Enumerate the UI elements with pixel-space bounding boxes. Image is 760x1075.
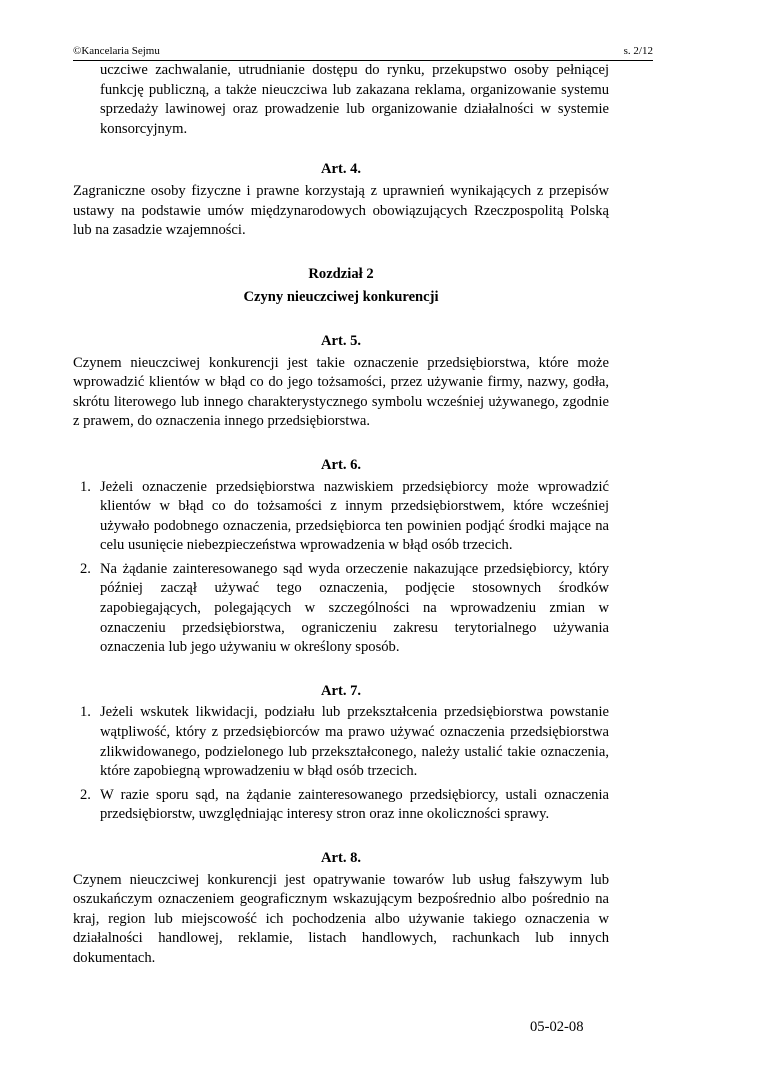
art-8-heading: Art. 8. bbox=[320, 850, 362, 866]
art-6-heading: Art. 6. bbox=[320, 456, 362, 473]
list-item-number: 2. bbox=[80, 560, 91, 577]
list-item bbox=[73, 560, 609, 658]
art-6-list bbox=[73, 478, 609, 658]
footer-date: 05-02-08 bbox=[530, 1019, 584, 1035]
list-item-number: 2. bbox=[80, 786, 91, 803]
page-header bbox=[73, 44, 653, 61]
list-item-text: Na żądanie zainteresowanego sąd wyda orzeczenie nakazujące przedsiębiorcy, który później zaczął używać tego oznaczenia, podjęcie stosownych środków zapobiegających, polegających w szczególności na wprowadzeniu zmian w oznaczeniu przedsiębiorstwa, ograniczeniu zakresu terytorialnego używania oznaczenia lub jego używaniu w określony sposób. bbox=[100, 560, 609, 656]
list-item-number: 1. bbox=[80, 704, 91, 721]
art-4-heading: Art. 4. bbox=[320, 161, 362, 178]
chapter-label: Rozdział 2 bbox=[308, 265, 374, 282]
list-item-text: Jeżeli wskutek likwidacji, podziału lub przekształcenia przedsiębiorstwa powstanie wątpliwość, który z przedsiębiorców ma prawo używać oznaczenia przedsiębiorstwa zlikwidowanego, podzielonego lub przekształconego, należy ustalić takie oznaczenia, które zapobiegną wprowadzeniu w błąd osób trzecich. bbox=[100, 704, 609, 780]
continuation-paragraph: uczciwe zachwalanie, utrudnianie dostępu do rynku, przekupstwo osoby pełniącej funkcję publiczną, a także nieuczciwa lub zakazana reklama, organizowanie systemu sprzedaży lawinowej oraz prowadzenie lub organizowanie działalności w systemie konsorcyjnym. bbox=[100, 62, 609, 137]
art-4-text: Zagraniczne osoby fizyczne i prawne korzystają z uprawnień wynikających z przepisów ustawy na podstawie umów międzynarodowych obowiązujących Rzeczpospolitą Polską lub na zasadzie wzajemności. bbox=[73, 182, 609, 239]
art-5-text: Czynem nieuczciwej konkurencji jest takie oznaczenie przedsiębiorstwa, które może wprowadzić klientów w błąd co do jego tożsamości, przez używanie firmy, nazwy, godła, skrótu literowego lub innego charakterystycznego symbolu wcześniej używanego, zgodnie z prawem, do oznaczenia innego przedsiębiorstwa. bbox=[73, 354, 609, 430]
page-number: s. 2/12 bbox=[623, 45, 653, 57]
art-8-text: Czynem nieuczciwej konkurencji jest opatrywanie towarów lub usług fałszywym lub oszukańczym oznaczeniem geograficznym wskazującym bezpośrednio albo pośrednio na kraj, region lub miejscowość ich pochodzenia albo używanie takiego oznaczenia w działalności handlowej, reklamie, listach handlowych, rachunkach lub innych dokumentach. bbox=[73, 871, 609, 966]
header-copyright: ©Kancelaria Sejmu bbox=[73, 45, 160, 57]
list-item-text: Jeżeli oznaczenie przedsiębiorstwa nazwiskiem przedsiębiorcy może wprowadzić klientów w błąd co do tożsamości z innym przedsiębiorstwem, które wcześniej używało podobnego oznaczenia, przedsiębiorca ten powinien podjąć środki mające na celu usunięcie niebezpieczeństwa wprowadzenia w błąd osób trzecich. bbox=[100, 478, 609, 554]
list-item bbox=[73, 703, 609, 781]
art-5-heading: Art. 5. bbox=[320, 332, 362, 349]
art-7-heading: Art. 7. bbox=[320, 682, 362, 699]
list-item-text: W razie sporu sąd, na żądanie zainteresowanego przedsiębiorcy, ustali oznaczenia przedsiębiorstw, uwzględniając interesy stron oraz inne okoliczności sprawy. bbox=[100, 786, 609, 823]
chapter-title: Czyny nieuczciwej konkurencji bbox=[243, 289, 439, 306]
list-item bbox=[73, 786, 609, 825]
document-body bbox=[73, 61, 609, 969]
list-item bbox=[73, 478, 609, 556]
art-7-list bbox=[73, 703, 609, 825]
list-item-number: 1. bbox=[80, 478, 91, 495]
